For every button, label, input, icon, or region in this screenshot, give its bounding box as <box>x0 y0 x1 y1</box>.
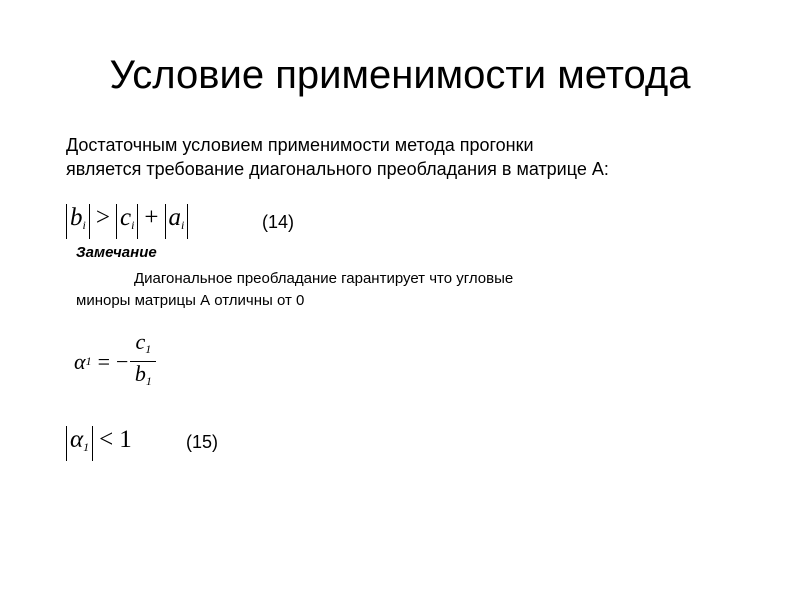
intro-line-1: Достаточным условием применимости метода прогонки <box>66 135 534 155</box>
var-alpha: α <box>70 426 84 453</box>
abs-b <box>66 204 90 239</box>
sub-i: i <box>181 218 185 232</box>
abs-alpha <box>66 426 93 461</box>
eq-operator: = <box>97 348 110 374</box>
plus-operator: + <box>144 204 159 231</box>
abs-a <box>165 204 189 239</box>
equation-number-14: (14) <box>262 212 295 232</box>
gt-operator: > <box>95 204 110 231</box>
var-c: c <box>119 204 132 231</box>
fraction-denominator <box>135 362 152 393</box>
remark-line-2: миноры матрицы А отличны от 0 <box>76 292 305 309</box>
sub-1: 1 <box>145 374 152 388</box>
formula-14 <box>66 203 188 239</box>
sub-1: 1 <box>85 354 92 368</box>
equation-number-15: (15) <box>186 432 219 452</box>
var-c: c <box>135 329 146 354</box>
var-b: b <box>134 361 146 386</box>
sub-i: i <box>131 218 135 232</box>
remark-line-1: Диагональное преобладание гарантирует что угловые <box>134 270 514 287</box>
var-a: a <box>168 204 182 231</box>
intro-paragraph <box>66 133 766 181</box>
formula-15 <box>66 425 132 461</box>
intro-line-2: является требование диагонального преобладания в матрице А: <box>66 159 609 179</box>
slide-title: Условие применимости метода <box>109 53 691 97</box>
lt-operator: < <box>99 426 114 453</box>
sub-1: 1 <box>145 342 152 356</box>
remark-title: Замечание <box>76 244 157 261</box>
alpha-formula <box>74 330 156 393</box>
var-alpha: α <box>74 348 86 374</box>
var-b: b <box>70 204 83 231</box>
sub-1: 1 <box>83 440 90 454</box>
sub-i: i <box>82 218 86 232</box>
fraction <box>130 330 156 393</box>
abs-c <box>116 204 138 239</box>
minus-operator: − <box>115 348 129 374</box>
fraction-numerator <box>136 330 152 361</box>
const-one: 1 <box>119 426 132 453</box>
remark-text <box>76 268 513 312</box>
